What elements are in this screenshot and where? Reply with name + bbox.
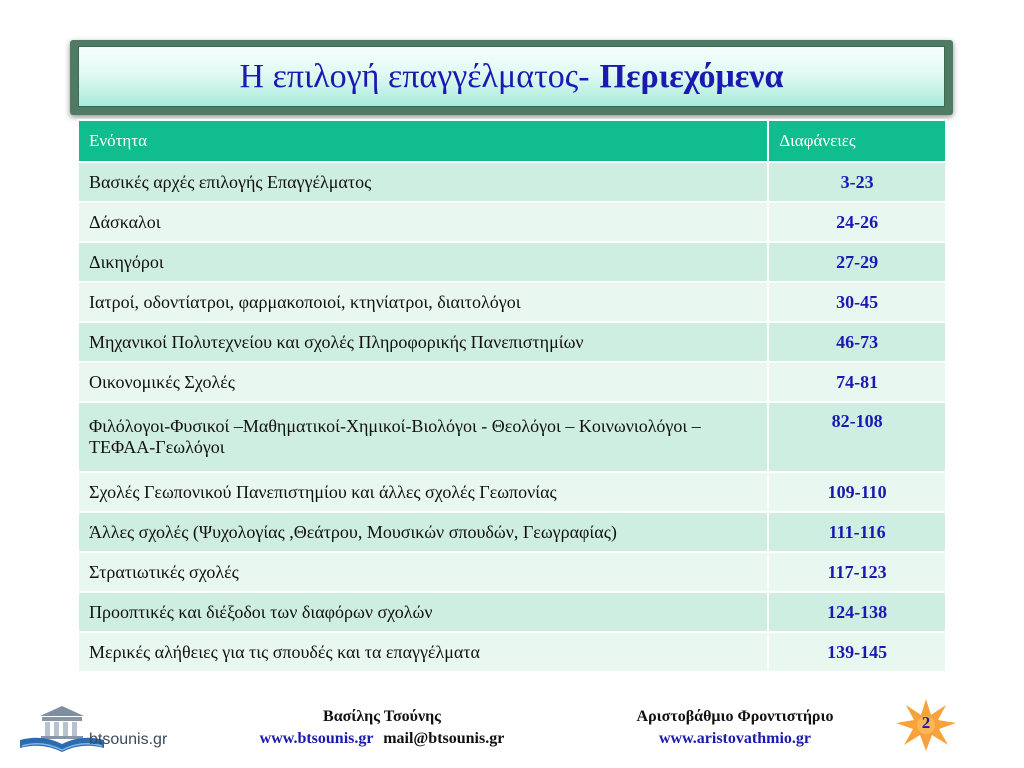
footer-author-block <box>222 706 542 750</box>
slides-cell: 46-73 <box>768 322 946 362</box>
slides-cell: 3-23 <box>768 162 946 202</box>
topic-cell: Μερικές αλήθειες για τις σπουδές και τα επαγγέλματα <box>78 632 768 672</box>
topic-cell: Ιατροί, οδοντίατροι, φαρμακοποιοί, κτηνίατροι, διαιτολόγοι <box>78 282 768 322</box>
email-text[interactable]: mail@btsounis.gr <box>383 730 505 747</box>
topic-cell: Βασικές αρχές επιλογής Επαγγέλματος <box>78 162 768 202</box>
author-name: Βασίλης Τσούνης <box>323 708 441 725</box>
column-header-slides: Διαφάνειες <box>768 120 946 162</box>
website-link[interactable]: www.btsounis.gr <box>259 730 374 747</box>
table-row <box>78 322 946 362</box>
title-frame <box>70 40 953 115</box>
topic-cell: Άλλες σχολές (Ψυχολογίας ,Θεάτρου, Μουσικών σπουδών, Γεωγραφίας) <box>78 512 768 552</box>
slides-cell: 74-81 <box>768 362 946 402</box>
table-row <box>78 592 946 632</box>
slides-cell: 109-110 <box>768 472 946 512</box>
table-row <box>78 472 946 512</box>
slides-cell: 117-123 <box>768 552 946 592</box>
table-row <box>78 162 946 202</box>
slides-cell: 139-145 <box>768 632 946 672</box>
topic-cell: Δάσκαλοι <box>78 202 768 242</box>
topic-cell: Στρατιωτικές σχολές <box>78 552 768 592</box>
slides-cell: 24-26 <box>768 202 946 242</box>
table-row <box>78 202 946 242</box>
table-row <box>78 552 946 592</box>
topic-cell: Προοπτικές και διέξοδοι των διαφόρων σχολών <box>78 592 768 632</box>
slides-cell: 111-116 <box>768 512 946 552</box>
logo-text: btsounis.gr <box>89 731 168 748</box>
table-row <box>78 512 946 552</box>
topic-cell: Δικηγόροι <box>78 242 768 282</box>
slides-cell: 82-108 <box>768 402 946 472</box>
table-row <box>78 362 946 402</box>
title-text: Η επιλογή επαγγέλματος- <box>239 57 590 95</box>
table-row <box>78 402 946 472</box>
topic-cell: Μηχανικοί Πολυτεχνείου και σχολές Πληροφορικής Πανεπιστημίων <box>78 322 768 362</box>
topic-cell: Οικονομικές Σχολές <box>78 362 768 402</box>
school-name: Αριστοβάθμιο Φροντιστήριο <box>636 708 834 725</box>
title-emphasis: Περιεχόμενα <box>599 57 784 95</box>
footer-school-block <box>600 706 870 750</box>
topic-cell: Φιλόλογοι-Φυσικοί –Μαθηματικοί-Χημικοί-Βιολόγοι - Θεολόγοι – Κοινωνιολόγοι –ΤΕΦΑΑ-Γεωλόγοι <box>78 402 768 472</box>
table-header-row <box>78 120 946 162</box>
slides-cell: 124-138 <box>768 592 946 632</box>
school-website-link[interactable]: www.aristovathmio.gr <box>659 730 811 747</box>
topic-cell: Σχολές Γεωπονικού Πανεπιστημίου και άλλες σχολές Γεωπονίας <box>78 472 768 512</box>
table-row <box>78 632 946 672</box>
slides-cell: 27-29 <box>768 242 946 282</box>
contents-table <box>77 119 947 673</box>
table-row <box>78 282 946 322</box>
page-number: 2 <box>921 713 931 732</box>
table-row <box>78 242 946 282</box>
slides-cell: 30-45 <box>768 282 946 322</box>
slide-title <box>78 46 945 107</box>
column-header-topic: Ενότητα <box>78 120 768 162</box>
